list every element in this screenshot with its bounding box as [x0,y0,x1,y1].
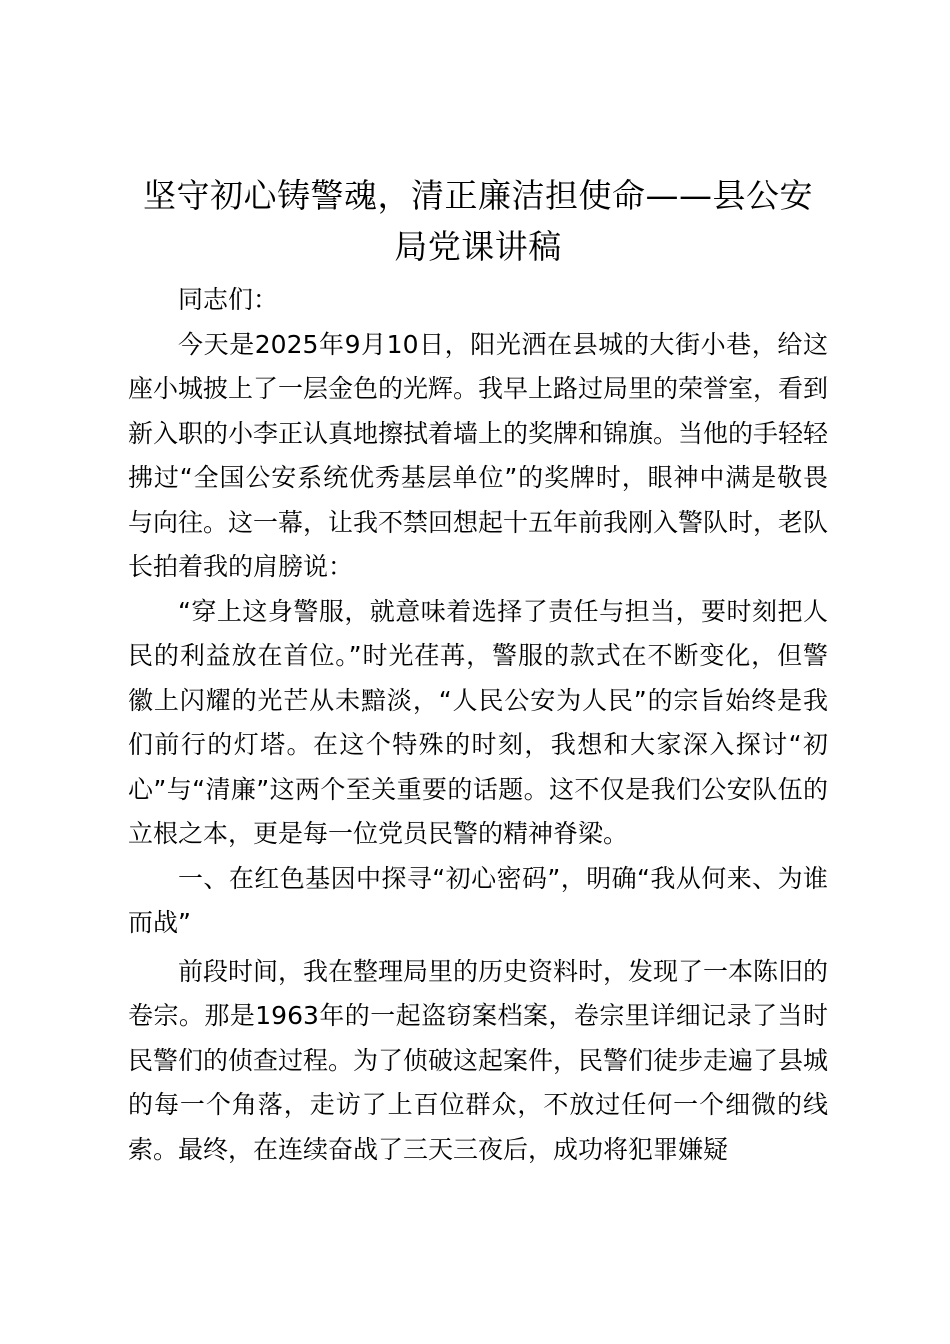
salutation: 同志们： [178,285,279,314]
paragraph-intro: 今天是2025年9月10日，阳光洒在县城的大街小巷，给这座小城披上了一层金色的光辉。我早上路过局里的荣誉室，看到新入职的小李正认真地擦拭着墙上的奖牌和锦旗。当他的手轻轻拂过“全国公安系统优秀基层单位”的奖牌时，眼神中满是敬畏与向往。这一幕，让我不禁回想起十五年前我刚入警队时，老队长拍着我的肩膀说： [128,329,829,581]
document-body [128,170,828,1172]
paragraph-quote: “穿上这身警服，就意味着选择了责任与担当，要时刻把人民的利益放在首位。”时光荏苒，警服的款式在不断变化，但警徽上闪耀的光芒从未黯淡，“人民公安为人民”的宗旨始终是我们前行的灯塔。在这个特殊的时刻，我想和大家深入探讨“初心”与“清廉”这两个至关重要的话题。这不仅是我们公安队伍的立根之本，更是每一位党员民警的精神脊梁。 [128,596,828,848]
section-heading-1: 一、在红色基因中探寻“初心密码”，明确“我从何来、为谁而战” [128,863,828,937]
paragraph-history: 前段时间，我在整理局里的历史资料时，发现了一本陈旧的卷宗。那是1963年的一起盗窃案档案，卷宗里详细记录了当时民警们的侦查过程。为了侦破这起案件，民警们徒步走遍了县城的每一个角落，走访了上百位群众，不放过任何一个细微的线索。最终，在连续奋战了三天三夜后，成功将犯罪嫌疑 [128,956,829,1164]
document-title: 坚守初心铸警魂，清正廉洁担使命——县公安局党课讲稿 [143,176,813,266]
